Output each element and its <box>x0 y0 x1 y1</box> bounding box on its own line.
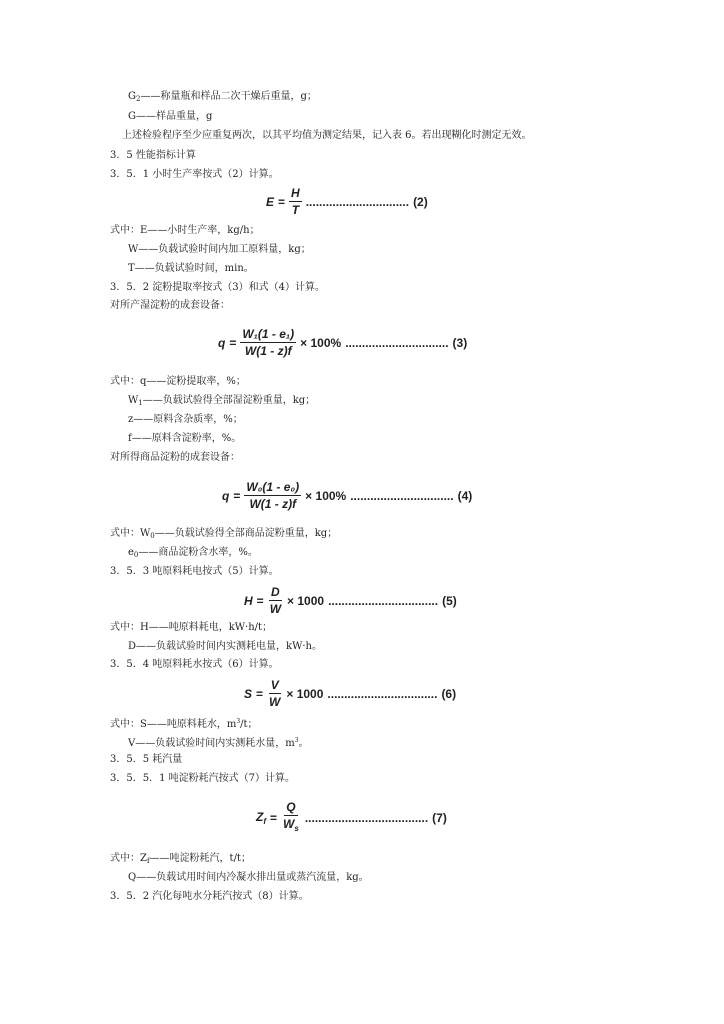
eq4-numerator: W₀(1 - e₀) <box>246 480 300 494</box>
eq3-lhs: q <box>218 335 226 350</box>
section-3-5-2-heading: 3．5．2 淀粉提取率按式（3）和式（4）计算。 <box>110 282 325 293</box>
section-3-5-4-heading: 3．5．4 吨原料耗水按式（6）计算。 <box>110 659 279 670</box>
eq5-numerator: D <box>271 585 280 599</box>
g-definition: G——样品重量，g <box>128 111 213 122</box>
eq6-number: (6) <box>441 686 457 701</box>
section-3-5-heading: 3．5 性能指标计算 <box>110 150 196 161</box>
eq7-numerator: Q <box>286 800 296 814</box>
eq5-number: (5) <box>442 593 457 608</box>
repeat-note: 上述检验程序至少应重复两次，以其平均值为测定结果，记入表 6。若出现糊化时测定无效。 <box>122 130 532 141</box>
eq3-leader-dots: ............................... <box>345 335 449 350</box>
h-definition: 式中：H——吨原料耗电，kW·h/t； <box>110 622 273 633</box>
w0-definition: 式中：$W_0——$负载试验得全部商品淀粉重量，kg； <box>110 528 338 540</box>
eq7-number: (7) <box>432 811 447 825</box>
f-definition: f——原料含淀粉率，%。 <box>128 433 242 444</box>
eq3-numerator: W₁(1 - e₁) <box>242 327 295 341</box>
w1-definition: $W_1——$负载试验得全部湿淀粉重量，kg； <box>128 395 316 407</box>
eq6-leader-dots: ................................. <box>327 686 438 701</box>
z-definition: z——原料含杂质率，%； <box>128 414 243 425</box>
eq4-leader-dots: ............................... <box>350 488 454 503</box>
section-3-5-1-heading: 3．5．1 小时生产率按式（2）计算。 <box>110 169 279 180</box>
eq5-multiplier: × 1000 <box>287 593 325 608</box>
g2-definition: $G_2——$称量瓶和样品二次干燥后重量，g； <box>128 91 317 103</box>
eq6-multiplier: × 1000 <box>286 686 324 701</box>
eq6-numerator: V <box>270 678 279 692</box>
eq5-denominator: W <box>269 602 282 616</box>
eq6-denominator: W <box>269 695 281 709</box>
eq2-fraction <box>289 186 302 217</box>
eq2-lhs: E <box>266 194 275 209</box>
section-3-5-3-heading: 3．5．3 吨原料耗电按式（5）计算。 <box>110 566 279 577</box>
q-definition: 式中：q——淀粉提取率，%； <box>110 376 246 387</box>
e-definition: 式中：E——小时生产率，kg/h； <box>110 225 260 236</box>
eq6-fraction <box>267 678 282 709</box>
equation-7: $Z_f$ = $\frac{Q}{W_s}$ ..................................... (7) <box>256 800 447 836</box>
section-3-5-2-heading-b: 3．5．2 汽化每吨水分耗汽按式（8）计算。 <box>110 891 309 902</box>
v-definition: V——负载试验时间内实测耗水量，$m^3$。 <box>128 737 309 749</box>
section-3-5-5-1-heading: 3．5．5．1 吨淀粉耗汽按式（7）计算。 <box>110 773 295 784</box>
eq4-number: (4) <box>457 488 473 503</box>
section-3-5-5-heading: 3．5．5 耗汽量 <box>110 754 183 765</box>
eq3-number: (3) <box>452 335 468 350</box>
eq5-fraction <box>268 585 283 616</box>
qq-definition: Q——负载试用时间内冷凝水排出量或蒸汽流量，kg。 <box>128 872 369 883</box>
eq7-denominator: $W_s$ <box>283 817 299 833</box>
d-definition: D——负载试验时间内实测耗电量，kW·h。 <box>128 641 322 652</box>
eq2-number: (2) <box>413 194 428 209</box>
commercial-starch-intro: 对所得商品淀粉的成套设备： <box>110 452 240 463</box>
eq4-denominator: W(1 - z)f <box>249 497 297 511</box>
eq4-multiplier: × 100% <box>305 488 347 503</box>
eq7-fraction <box>281 800 301 836</box>
s-definition: 式中：S——吨原料耗水，$m^3/t$； <box>110 718 258 730</box>
equation-5: H = $\frac{D}{W}$ × 1000 ................................. (5) <box>244 585 457 616</box>
equation-3: q = $\frac{\text{W₁(1 - e₁)}}{W(1 - z)f}$ × 100% ............................... (3) <box>218 327 468 358</box>
eq4-fraction <box>244 480 301 511</box>
eq3-multiplier: × 100% <box>300 335 342 350</box>
eq7-leader-dots: ..................................... <box>304 811 429 825</box>
wet-starch-intro: 对所产湿淀粉的成套设备： <box>110 300 230 311</box>
w-definition: W——负载试验时间内加工原料量，kg； <box>128 244 311 255</box>
equation-2: E = $\frac{H}{T}$ ............................... (2) <box>266 186 428 217</box>
eq4-lhs: q <box>222 488 230 503</box>
equation-6: S = $\frac{V}{W}$ × 1000 ................................. (6) <box>244 678 457 709</box>
eq5-lhs: H <box>244 593 253 608</box>
eq2-numerator: H <box>291 186 300 200</box>
eq2-leader-dots: ............................... <box>305 194 410 209</box>
eq2-denominator: T <box>291 203 300 217</box>
equation-4: q = $\frac{\text{W₀(1 - e₀)}}{W(1 - z)f}$ × 100% ............................... (4) <box>222 480 473 511</box>
zf-definition: 式中：$Z_f——$吨淀粉耗汽，t/t； <box>110 853 251 865</box>
eq3-denominator: W(1 - z)f <box>244 344 292 358</box>
eq7-lhs: $Z_f$ <box>256 810 267 826</box>
eq5-leader-dots: ................................. <box>328 593 439 608</box>
t-definition: T——负载试验时间，min。 <box>128 263 254 274</box>
eq6-lhs: S <box>244 686 253 701</box>
eq3-fraction <box>240 327 296 358</box>
e0-definition: $e_0——$商品淀粉含水率，%。 <box>128 547 258 559</box>
